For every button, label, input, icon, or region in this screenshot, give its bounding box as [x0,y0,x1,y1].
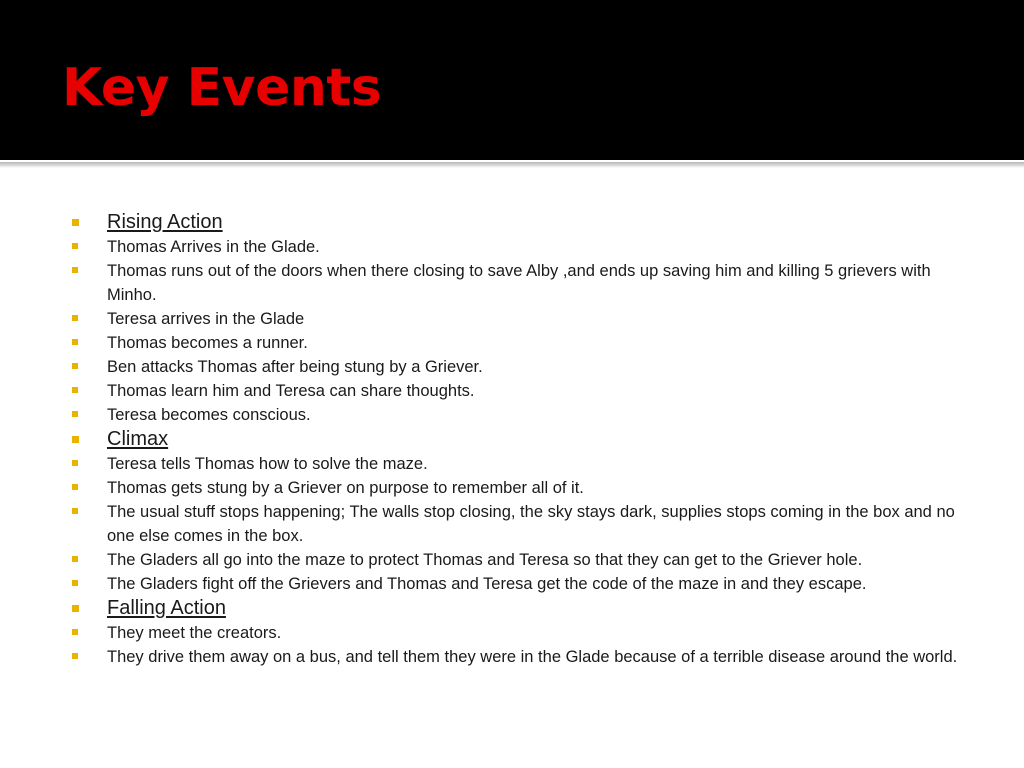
list-item [72,379,972,403]
square-bullet-icon [72,339,78,345]
list-item [72,476,972,500]
square-bullet-icon [72,605,79,612]
list-item [72,572,972,596]
square-bullet-icon [72,653,78,659]
list-item [72,500,972,548]
list-item [72,259,972,307]
square-bullet-icon [72,436,79,443]
list-item [72,645,972,669]
square-bullet-icon [72,267,78,273]
bullet-text: The Gladers fight off the Grievers and Thomas and Teresa get the code of the maze in and they escape. [107,575,867,593]
section-heading-rising-action [72,210,972,235]
title-band [0,0,1024,160]
bullet-text: The usual stuff stops happening; The walls stop closing, the sky stays dark, supplies stops coming in the box and no one else comes in the box. [107,503,955,545]
bullet-text: Falling Action [107,597,226,619]
bullet-text: Thomas becomes a runner. [107,334,308,352]
square-bullet-icon [72,411,78,417]
section-heading-climax [72,427,972,452]
square-bullet-icon [72,629,78,635]
square-bullet-icon [72,508,78,514]
bullet-text: Thomas gets stung by a Griever on purpose to remember all of it. [107,479,584,497]
list-item [72,621,972,645]
square-bullet-icon [72,363,78,369]
square-bullet-icon [72,387,78,393]
bullet-text: They drive them away on a bus, and tell them they were in the Glade because of a terrible disease around the world. [107,648,958,666]
list-item [72,307,972,331]
title-divider [0,160,1024,168]
square-bullet-icon [72,315,78,321]
square-bullet-icon [72,556,78,562]
bullet-text: Teresa arrives in the Glade [107,310,305,328]
section-heading-falling-action [72,596,972,621]
list-item [72,452,972,476]
square-bullet-icon [72,243,78,249]
bullet-text: Thomas runs out of the doors when there closing to save Alby ,and ends up saving him and killing 5 grievers with Minho. [107,262,931,304]
square-bullet-icon [72,484,78,490]
bullet-text: Teresa becomes conscious. [107,406,311,424]
bullet-text: Thomas learn him and Teresa can share thoughts. [107,382,475,400]
square-bullet-icon [72,219,79,226]
bullet-text: Climax [107,428,169,450]
bullet-text: Ben attacks Thomas after being stung by a Griever. [107,358,483,376]
bullet-text: The Gladers all go into the maze to protect Thomas and Teresa so that they can get to the Griever hole. [107,551,863,569]
square-bullet-icon [72,460,78,466]
bullet-text: Thomas Arrives in the Glade. [107,238,320,256]
list-item [72,235,972,259]
list-item [72,403,972,427]
square-bullet-icon [72,580,78,586]
bullet-list [72,210,972,669]
slide-title: Key Events [62,58,382,118]
bullet-text: They meet the creators. [107,624,282,642]
list-item [72,355,972,379]
bullet-text: Teresa tells Thomas how to solve the maze. [107,455,428,473]
bullet-text: Rising Action [107,211,223,233]
list-item [72,548,972,572]
list-item [72,331,972,355]
